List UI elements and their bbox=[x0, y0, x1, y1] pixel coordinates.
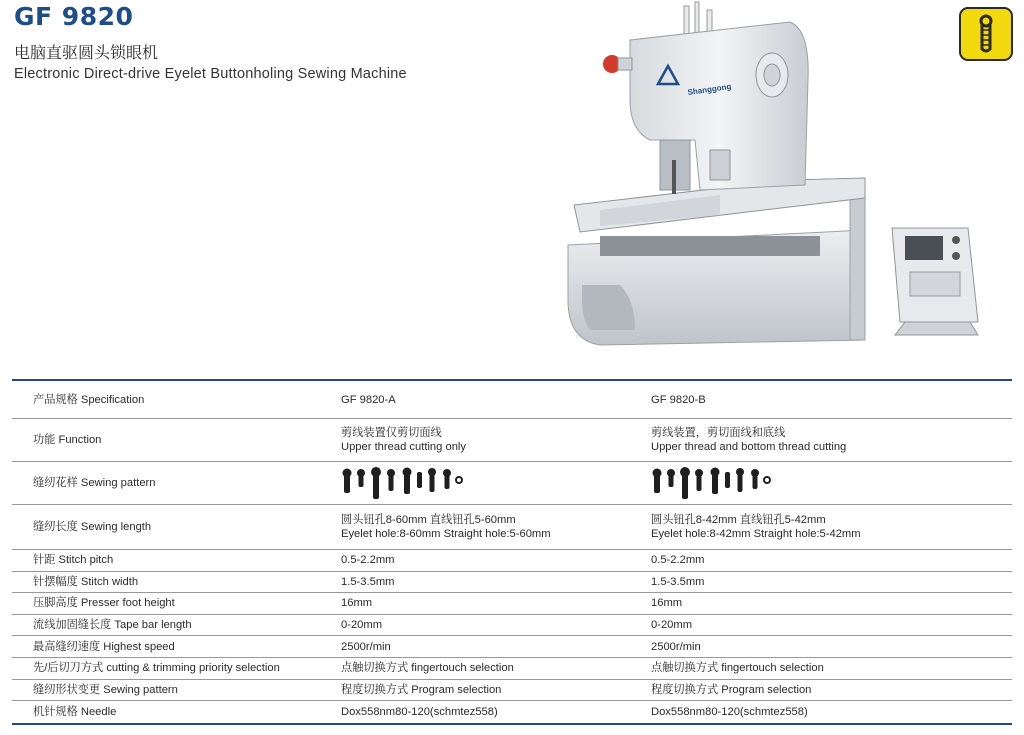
model-b-text: GF 9820-B bbox=[651, 393, 706, 406]
value-b-en: Eyelet hole:8-42mm Straight hole:5-42mm bbox=[651, 528, 861, 540]
value-a bbox=[318, 636, 628, 657]
value-text: 程度切换方式 Program selection bbox=[341, 683, 502, 696]
row-label bbox=[12, 572, 318, 593]
spec-table bbox=[12, 379, 1012, 725]
row-label bbox=[12, 615, 318, 636]
label-text: 产品规格 Specification bbox=[33, 393, 145, 406]
value-text: 1.5-3.5mm bbox=[341, 575, 395, 588]
label-text: 针距 Stitch pitch bbox=[33, 554, 114, 567]
table-row bbox=[12, 636, 1012, 658]
value-text: Dox558nm80-120(schmtez558) bbox=[651, 705, 808, 718]
value-a bbox=[318, 615, 628, 636]
value-text: 0-20mm bbox=[341, 619, 383, 632]
value-a-cn: 剪线装置仅剪切面线 bbox=[341, 427, 442, 439]
value-a bbox=[318, 701, 628, 723]
value-b bbox=[628, 636, 1012, 657]
label-text: 功能 Function bbox=[33, 434, 102, 446]
row-label bbox=[12, 593, 318, 614]
model-a-header bbox=[318, 381, 628, 418]
row-label bbox=[12, 462, 318, 504]
value-text: 0-20mm bbox=[651, 619, 693, 632]
value-a bbox=[318, 419, 628, 461]
buttonhole-pattern-icon bbox=[341, 466, 481, 500]
value-b bbox=[628, 701, 1012, 723]
value-a-cn: 圆头钮孔8-60mm 直线钮孔5-60mm bbox=[341, 514, 516, 526]
label-text: 缝纫花样 Sewing pattern bbox=[33, 477, 156, 489]
label-text: 缝纫形状变更 Sewing pattern bbox=[33, 683, 178, 696]
label-text: 缝纫长度 Sewing length bbox=[33, 521, 152, 533]
value-b bbox=[628, 462, 1012, 504]
label-text: 流线加固缝长度 Tape bar length bbox=[33, 619, 192, 632]
model-a-text: GF 9820-A bbox=[341, 393, 396, 406]
table-header-row bbox=[12, 381, 1012, 419]
value-text: 2500r/min bbox=[341, 640, 391, 653]
row-label bbox=[12, 636, 318, 657]
value-text: 0.5-2.2mm bbox=[651, 554, 705, 567]
model-title: GF 9820 bbox=[14, 2, 134, 31]
value-a-en: Upper thread cutting only bbox=[341, 441, 467, 453]
value-b bbox=[628, 572, 1012, 593]
label-text: 机针规格 Needle bbox=[33, 705, 117, 718]
label-text: 最高缝纫速度 Highest speed bbox=[33, 640, 175, 653]
value-b bbox=[628, 505, 1012, 549]
row-label bbox=[12, 505, 318, 549]
value-a bbox=[318, 680, 628, 701]
label-text: 压脚高度 Presser foot height bbox=[33, 597, 175, 610]
label-text: 针摆幅度 Stitch width bbox=[33, 575, 139, 588]
value-a bbox=[318, 572, 628, 593]
table-row bbox=[12, 615, 1012, 637]
value-text: 16mm bbox=[651, 597, 683, 610]
value-a bbox=[318, 593, 628, 614]
sewing-machine-illustration bbox=[560, 0, 1000, 350]
title-english: Electronic Direct-drive Eyelet Buttonholing Sewing Machine bbox=[14, 66, 407, 82]
value-text: 2500r/min bbox=[651, 640, 701, 653]
value-a-en: Eyelet hole:8-60mm Straight hole:5-60mm bbox=[341, 528, 551, 540]
value-b bbox=[628, 658, 1012, 679]
value-b-en: Upper thread and bottom thread cutting bbox=[651, 441, 847, 453]
table-row bbox=[12, 680, 1012, 702]
value-b bbox=[628, 615, 1012, 636]
buttonhole-pattern-icon bbox=[651, 466, 791, 500]
spec-label bbox=[12, 381, 318, 418]
model-b-header bbox=[628, 381, 1012, 418]
table-row bbox=[12, 593, 1012, 615]
row-label bbox=[12, 701, 318, 723]
label-text: 先/后切刀方式 cutting & trimming priority selection bbox=[33, 662, 280, 675]
row-label bbox=[12, 550, 318, 571]
row-label bbox=[12, 419, 318, 461]
value-text: 点触切换方式 fingertouch selection bbox=[651, 662, 824, 675]
table-row bbox=[12, 572, 1012, 594]
title-chinese: 电脑直驱圆头锁眼机 bbox=[14, 43, 159, 62]
buttonhole-pattern-icons bbox=[651, 466, 1012, 500]
value-text: 点触切换方式 fingertouch selection bbox=[341, 662, 514, 675]
table-row-function bbox=[12, 419, 1012, 462]
table-row bbox=[12, 658, 1012, 680]
row-label bbox=[12, 680, 318, 701]
value-b bbox=[628, 680, 1012, 701]
value-text: 程度切换方式 Program selection bbox=[651, 683, 812, 696]
row-label bbox=[12, 658, 318, 679]
value-b bbox=[628, 419, 1012, 461]
value-a bbox=[318, 658, 628, 679]
value-b bbox=[628, 593, 1012, 614]
value-a bbox=[318, 550, 628, 571]
brand-label: Shanggong bbox=[687, 81, 732, 97]
value-a bbox=[318, 462, 628, 504]
value-text: 0.5-2.2mm bbox=[341, 554, 395, 567]
value-text: Dox558nm80-120(schmtez558) bbox=[341, 705, 498, 718]
table-row-sewing-pattern bbox=[12, 462, 1012, 505]
table-row bbox=[12, 550, 1012, 572]
value-b bbox=[628, 550, 1012, 571]
table-row bbox=[12, 701, 1012, 723]
buttonhole-pattern-icons bbox=[341, 466, 628, 500]
table-row-sewing-length bbox=[12, 505, 1012, 550]
value-b-cn: 圆头钮孔8-42mm 直线钮孔5-42mm bbox=[651, 514, 826, 526]
value-a bbox=[318, 505, 628, 549]
value-text: 16mm bbox=[341, 597, 373, 610]
value-text: 1.5-3.5mm bbox=[651, 575, 705, 588]
value-b-cn: 剪线装置，剪切面线和底线 bbox=[651, 427, 786, 439]
